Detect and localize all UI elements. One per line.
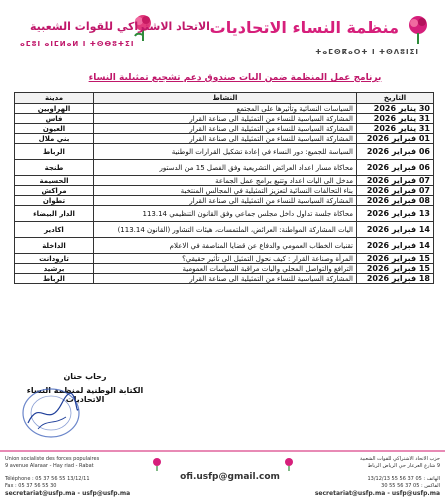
table-row (15, 196, 434, 206)
row-city: الدار البيضاء (15, 206, 94, 222)
row-city: الحسيمة (15, 176, 94, 186)
row-date: 15 فبراير 2026 (357, 254, 434, 264)
row-date: 18 فبراير 2026 (357, 274, 434, 284)
table-row (15, 186, 434, 196)
table-row (15, 274, 434, 284)
official-stamp (18, 383, 84, 441)
signatory-role: الكتابة الوطنية لمنظمة النساء الاتحاديات (26, 386, 144, 404)
rose-icon (403, 14, 433, 44)
row-activity: المرأة وصناعة القرار : كيف نحول التمثيل الى تأثير حقيقي؟ (94, 254, 357, 264)
letterhead (0, 0, 445, 70)
row-date: 06 فبراير 2026 (357, 160, 434, 176)
row-date: 13 فبراير 2026 (357, 206, 434, 222)
footer-email[interactable]: ofi.usfp@gmail.com (180, 472, 280, 482)
row-city: طنجة (15, 160, 94, 176)
header-city: مدينة (15, 93, 94, 104)
footer-left (5, 456, 155, 497)
row-city: الرباط (15, 274, 94, 284)
row-date: 15 فبراير 2026 (357, 264, 434, 274)
table-header-row (15, 93, 434, 104)
program-table (14, 92, 434, 284)
table-row (15, 254, 434, 264)
table-row (15, 114, 434, 124)
footer-right-line: 9 شارع العرعار حي الرياض الرباط (367, 463, 440, 469)
row-date: 06 فبراير 2026 (357, 144, 434, 160)
table-row (15, 124, 434, 134)
footer-left-line: Fax : 05 37 56 55 30 (5, 483, 57, 489)
row-date: 30 يناير 2026 (357, 104, 434, 114)
ofi-tifinagh: ⵜⴰⵎⵙⴽⴰⵔⵜ ⵏ ⵜⵙⴷⵓⵏⵉⵏ (315, 48, 419, 56)
row-activity: محاكاة مسار اعداد العرائض التشريعية وفق الفصل 15 من الدستور (94, 160, 357, 176)
row-city: اكادير (15, 222, 94, 238)
row-activity: المشاركة السياسية للنساء من التمثيلية الى صناعة القرار (94, 134, 357, 144)
document-title: برنامج عمل المنظمة ضمن اليات صندوق دعم تشجيع تمثيلية النساء (88, 73, 382, 83)
header-date: التاريخ (357, 93, 434, 104)
footer-right-line: حزب الاتحاد الاشتراكي للقوات الشعبية (359, 456, 440, 462)
row-city: تطوان (15, 196, 94, 206)
row-activity: بناء التحالفات النسائية لتعزيز التمثيلية في المجالس المنتخبة (94, 186, 357, 196)
footer-right-line: الهاتف : 05 37 56 55 13/12/13 (367, 476, 440, 482)
row-activity: السياسات النسائية وتأثيرها على المجتمع (94, 104, 357, 114)
row-activity: محاكاة جلسة تداول داخل مجلس جماعي وفق القانون التنظيمي 113.14 (94, 206, 357, 222)
row-date: 14 فبراير 2026 (357, 238, 434, 254)
row-city: الهراويين (15, 104, 94, 114)
footer-right-line: الفاكس : 05 37 56 55 30 (381, 483, 440, 489)
footer-left-line: Union socialiste des forces populaires (5, 456, 100, 462)
row-date: 31 يناير 2026 (357, 124, 434, 134)
row-activity: المشاركة السياسية للنساء من التمثيلية الى صناعة القرار (94, 274, 357, 284)
row-activity: الترافع والتواصل المحلي واليات مراقبة السياسات العمومية (94, 264, 357, 274)
footer-left-line: Téléphone : 05 37 56 55 13/12/11 (5, 476, 90, 482)
ofi-name: منظمة النساء الاتحاديات (209, 18, 399, 37)
table-row (15, 134, 434, 144)
row-city: الرباط (15, 144, 94, 160)
row-activity: تقنيات الخطاب العمومي والدفاع عن قضايا المناصفة في الاعلام (94, 238, 357, 254)
usfp-tifinagh: ⴰⵎⵓⵏ ⴰⵏⵎⵍⴰⵍ ⵏ ⵜⵙⴱⵓⵜⵉⵏ (20, 40, 135, 48)
footer-left-line: 9 avenue Alaraar - Hay riad - Rabat (5, 463, 94, 469)
usfp-logo (8, 8, 210, 63)
table-row (15, 104, 434, 114)
row-city: برشيد (15, 264, 94, 274)
table-row (15, 238, 434, 254)
table-row (15, 144, 434, 160)
row-date: 08 فبراير 2026 (357, 196, 434, 206)
row-date: 01 فبراير 2026 (357, 134, 434, 144)
footer-left-email[interactable]: secretariat@usfp.ma - usfp@usfp.ma (5, 490, 131, 497)
row-city: بني ملال (15, 134, 94, 144)
footer-divider (0, 450, 445, 452)
row-city: فاس (15, 114, 94, 124)
table-row (15, 264, 434, 274)
row-date: 31 يناير 2026 (357, 114, 434, 124)
row-city: الداخلة (15, 238, 94, 254)
ofi-logo (209, 6, 437, 64)
row-activity: المشاركة السياسية للنساء من التمثيلية الى صناعة القرار (94, 196, 357, 206)
footer-right-email[interactable]: secretariat@usfp.ma - usfp@usfp.ma (314, 490, 440, 497)
signatory-name: رحاب حنان (63, 372, 107, 381)
row-city: تارودانت (15, 254, 94, 264)
footer-right (290, 456, 440, 497)
row-activity: مدخل الى اليات اعداد وتتبع برامج عمل الجماعة (94, 176, 357, 186)
table-row (15, 206, 434, 222)
row-city: العيون (15, 124, 94, 134)
row-date: 07 فبراير 2026 (357, 176, 434, 186)
row-activity: المشاركة السياسية للنساء من التمثيلية الى صناعة القرار (94, 124, 357, 134)
table-row (15, 222, 434, 238)
row-date: 07 فبراير 2026 (357, 186, 434, 196)
table-row (15, 160, 434, 176)
table-row (15, 176, 434, 186)
row-activity: المشاركة السياسية للنساء من التمثيلية الى صناعة القرار (94, 114, 357, 124)
row-city: مراكش (15, 186, 94, 196)
header-activity: النشاط (94, 93, 357, 104)
row-activity: اليات المشاركة المواطنة: العرائض، الملتمسات، هيئات التشاور (القانون 113.14) (94, 222, 357, 238)
row-activity: السياسة للجميع: دور النساء في إعادة تشكيل القرارات الوطنية (94, 144, 357, 160)
usfp-name: الاتحاد الاشتراكي للقوات الشعبية (30, 20, 210, 33)
row-date: 14 فبراير 2026 (357, 222, 434, 238)
